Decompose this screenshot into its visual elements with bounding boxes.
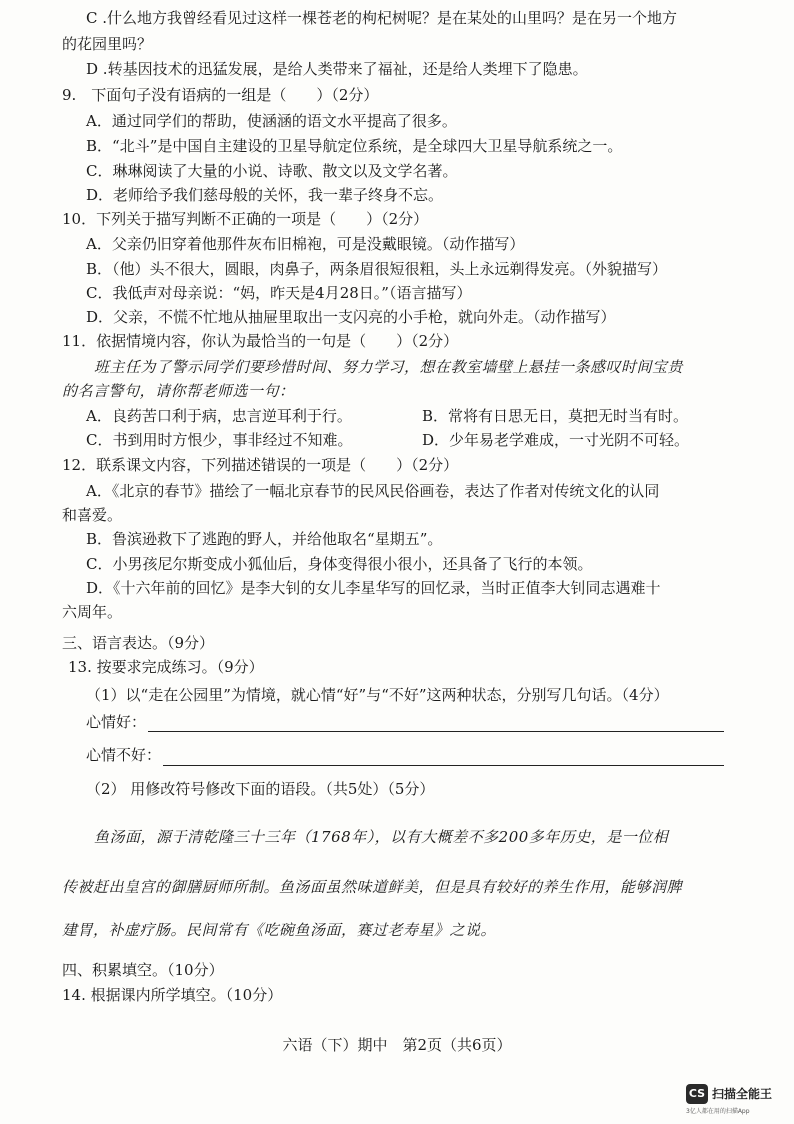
q11-stem: 11．依据情境内容，你认为最恰当的一句是（ ）（2分） [62,332,459,350]
good-mood-label: 心情好： [86,713,147,731]
q12-option-a-line2: 和喜爱。 [62,506,123,524]
q13-part2: （2） 用修改符号修改下面的语段。（共5处）（5分） [86,780,435,798]
q10-option-b: B．（他）头不很大，圆眼，肉鼻子，两条眉很短很粗，头上永远剃得发亮。（外貌描写） [86,260,668,278]
scanner-watermark [686,1082,786,1118]
bad-mood-answer-line[interactable] [163,765,724,766]
q9-option-c: C．琳琳阅读了大量的小说、诗歌、散文以及文学名著。 [86,162,458,180]
q9-stem: 9. 下面句子没有语病的一组是（ ）（2分） [62,86,379,104]
q8-option-d: D .转基因技术的迅猛发展，是给人类带来了福祉，还是给人类埋下了隐患。 [86,60,588,78]
section-4-heading: 四、积累填空。（10分） [62,961,224,979]
q10-option-a: A．父亲仍旧穿着他那件灰布旧棉袍，可是没戴眼镜。（动作描写） [86,235,525,253]
scanner-app-name: 扫描全能王 [712,1087,773,1101]
q13-stem: 13. 按要求完成练习。（9分） [68,658,264,676]
q10-stem: 10．下列关于描写判断不正确的一项是（ ）（2分） [62,210,429,228]
q12-stem: 12．联系课文内容，下列描述错误的一项是（ ）（2分） [62,456,459,474]
q11-context-line2: 的名言警句，请你帮老师选一句： [62,382,295,400]
q8-option-c-line2: 的花园里吗？ [62,35,153,53]
q10-option-c: C．我低声对母亲说：“妈，昨天是4月28日。”（语言描写） [86,284,472,302]
q11-option-d: D．少年易老学难成，一寸光阴不可轻。 [422,431,690,449]
q9-option-b: B．“北斗”是中国自主建设的卫星导航定位系统，是全球四大卫星导航系统之一。 [86,137,623,155]
section-3-heading: 三、语言表达。（9分） [62,634,215,652]
q10-option-d: D．父亲，不慌不忙地从抽屉里取出一支闪亮的小手枪，就向外走。（动作描写） [86,308,616,326]
q12-option-b: B．鲁滨逊救下了逃跑的野人，并给他取名“星期五”。 [86,530,443,548]
passage-line3: 建胃，补虚疗肠。民间常有《吃碗鱼汤面，赛过老寿星》之说。 [62,921,497,939]
page-footer: 六语（下）期中 第2页（共6页） [282,1036,512,1054]
q8-option-c-line1: C .什么地方我曾经看见过这样一棵苍老的枸杞树呢？是在某处的山里吗？是在另一个地方 [86,9,678,27]
q13-part1: （1）以“走在公园里”为情境，就心情“好”与“不好”这两种状态，分别写几句话。（4分） [86,686,669,704]
q14-stem: 14. 根据课内所学填空。（10分） [62,986,283,1004]
q9-option-d: D．老师给予我们慈母般的关怀，我一辈子终身不忘。 [86,186,444,204]
q11-option-b: B．常将有日思无日，莫把无时当有时。 [422,407,689,425]
q11-option-c: C．书到用时方恨少，事非经过不知难。 [86,431,353,449]
q12-option-d-line1: D．《十六年前的回忆》是李大钊的女儿李星华写的回忆录，当时正值李大钊同志遇难十 [86,579,661,597]
scanner-tagline: 3亿人都在用的扫描App [686,1108,750,1115]
q12-option-d-line2: 六周年。 [62,603,123,621]
scanner-logo-icon: CS [686,1084,708,1104]
passage-line2: 传被赶出皇宫的御膳厨师所制。鱼汤面虽然味道鲜美，但是具有较好的养生作用，能够润脾 [62,878,683,896]
q12-option-c: C．小男孩尼尔斯变成小狐仙后，身体变得很小很小，还具备了飞行的本领。 [86,555,593,573]
bad-mood-label: 心情不好： [86,746,162,764]
q11-context-line1: 班主任为了警示同学们要珍惜时间、努力学习，想在教室墙壁上悬挂一条感叹时间宝贵 [94,358,684,376]
q12-option-a-line1: A．《北京的春节》描绘了一幅北京春节的民风民俗画卷，表达了作者对传统文化的认同 [86,482,660,500]
passage-line1: 鱼汤面，源于清乾隆三十三年（1768年），以有大概差不多200多年历史，是一位相 [94,828,669,846]
good-mood-answer-line[interactable] [148,731,724,732]
q9-option-a: A．通过同学们的帮助，使涵涵的语文水平提高了很多。 [86,112,457,130]
q11-option-a: A．良药苦口利于病，忠言逆耳利于行。 [86,407,352,425]
